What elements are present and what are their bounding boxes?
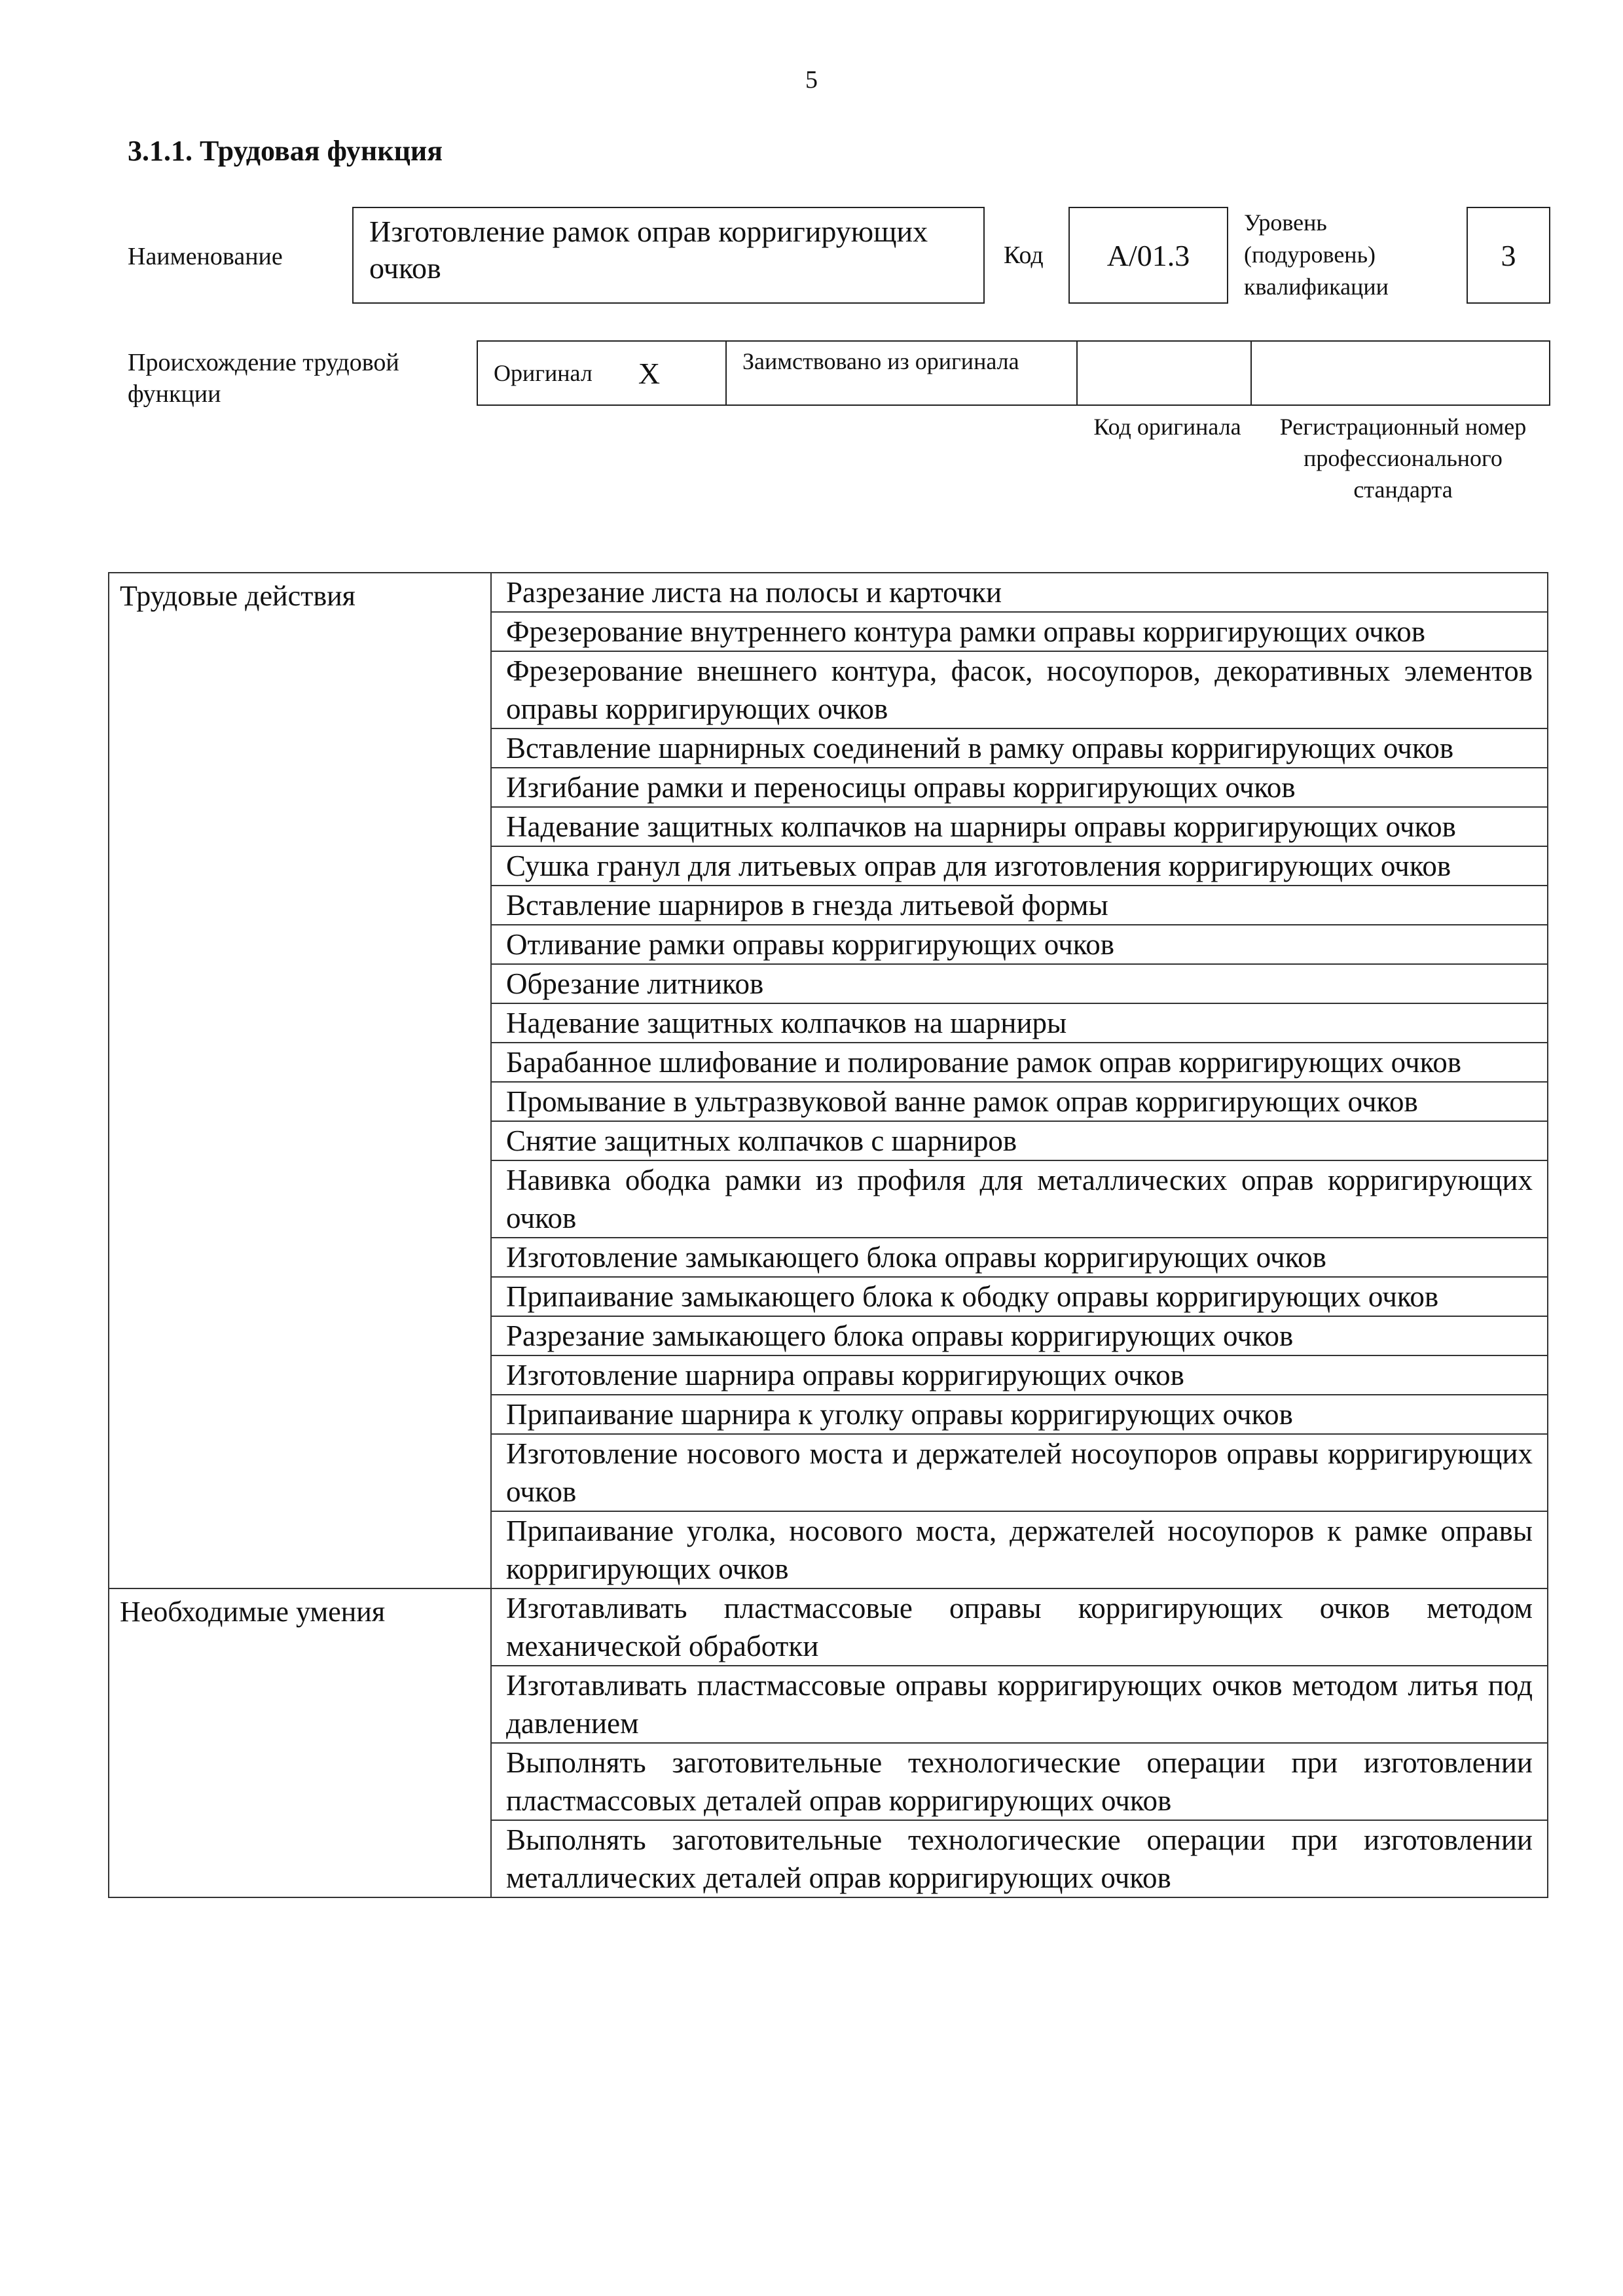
labor-function-table bbox=[108, 572, 1548, 1898]
code-field: A/01.3 bbox=[1068, 207, 1228, 304]
labor-actions-item: Припаивание уголка, носового моста, держателей носоупоров к рамке оправы корригирующих очков bbox=[491, 1511, 1548, 1588]
original-mark: X bbox=[638, 356, 661, 390]
original-label: Оригинал bbox=[494, 360, 593, 386]
code-label: Код bbox=[1004, 242, 1044, 269]
labor-actions-item: Фрезерование внешнего контура, фасок, носоупоров, декоративных элементов оправы корригирующих очков bbox=[491, 651, 1548, 728]
origin-original-cell bbox=[478, 342, 727, 404]
required-skills-item: Выполнять заготовительные технологические операции при изготовлении металлических деталей оправ корригирующих очков bbox=[491, 1820, 1548, 1897]
labor-actions-item: Изготовление шарнира оправы корригирующих очков bbox=[491, 1355, 1548, 1395]
name-label: Наименование bbox=[128, 243, 283, 270]
page-number: 5 bbox=[805, 66, 818, 94]
labor-actions-label: Трудовые действия bbox=[109, 573, 491, 1588]
level-field: 3 bbox=[1467, 207, 1550, 304]
borrowed-cell: Заимствовано из оригинала bbox=[727, 342, 1078, 404]
labor-actions-item: Фрезерование внутреннего контура рамки оправы корригирующих очков bbox=[491, 612, 1548, 651]
registration-number-cell bbox=[1252, 342, 1549, 404]
labor-actions-item: Вставление шарнирных соединений в рамку оправы корригирующих очков bbox=[491, 728, 1548, 768]
labor-actions-item: Снятие защитных колпачков с шарниров bbox=[491, 1121, 1548, 1160]
origin-row bbox=[477, 340, 1550, 406]
origin-label: Происхождение трудовой функции bbox=[128, 349, 399, 408]
labor-actions-item: Промывание в ультразвуковой ванне рамок оправ корригирующих очков bbox=[491, 1082, 1548, 1121]
labor-actions-item: Отливание рамки оправы корригирующих очков bbox=[491, 925, 1548, 964]
section-title: 3.1.1. Трудовая функция bbox=[128, 135, 443, 167]
required-skills-label: Необходимые умения bbox=[109, 1588, 491, 1897]
name-field: Изготовление рамок оправ корригирующих очков bbox=[352, 207, 985, 304]
required-skills-item: Изготавливать пластмассовые оправы корригирующих очков методом литья под давлением bbox=[491, 1666, 1548, 1743]
labor-actions-item: Барабанное шлифование и полирование рамок оправ корригирующих очков bbox=[491, 1043, 1548, 1082]
labor-actions-item: Изгибание рамки и переносицы оправы корригирующих очков bbox=[491, 768, 1548, 807]
labor-actions-item: Надевание защитных колпачков на шарниры оправы корригирующих очков bbox=[491, 807, 1548, 846]
required-skills-item: Выполнять заготовительные технологические операции при изготовлении пластмассовых деталей оправ корригирующих очков bbox=[491, 1743, 1548, 1820]
required-skills-item: Изготавливать пластмассовые оправы корригирующих очков методом механической обработки bbox=[491, 1588, 1548, 1666]
table-row bbox=[109, 573, 1548, 612]
labor-actions-item: Припаивание замыкающего блока к ободку оправы корригирующих очков bbox=[491, 1277, 1548, 1316]
labor-actions-item: Обрезание литников bbox=[491, 964, 1548, 1003]
original-code-cell bbox=[1078, 342, 1252, 404]
labor-actions-item: Разрезание замыкающего блока оправы корригирующих очков bbox=[491, 1316, 1548, 1355]
labor-actions-item: Надевание защитных колпачков на шарниры bbox=[491, 1003, 1548, 1043]
registration-number-caption: Регистрационный номер профессионального стандарта bbox=[1279, 414, 1527, 503]
labor-actions-item: Сушка гранул для литьевых оправ для изготовления корригирующих очков bbox=[491, 846, 1548, 886]
labor-actions-item: Навивка ободка рамки из профиля для металлических оправ корригирующих очков bbox=[491, 1160, 1548, 1238]
labor-actions-item: Вставление шарниров в гнезда литьевой формы bbox=[491, 886, 1548, 925]
labor-actions-item: Изготовление замыкающего блока оправы корригирующих очков bbox=[491, 1238, 1548, 1277]
labor-actions-item: Разрезание листа на полосы и карточки bbox=[491, 573, 1548, 612]
table-row bbox=[109, 1588, 1548, 1666]
level-label: Уровень (подуровень) квалификации bbox=[1244, 209, 1389, 300]
original-code-caption: Код оригинала bbox=[1093, 414, 1241, 440]
labor-actions-item: Изготовление носового моста и держателей носоупоров оправы корригирующих очков bbox=[491, 1434, 1548, 1511]
labor-actions-item: Припаивание шарнира к уголку оправы корригирующих очков bbox=[491, 1395, 1548, 1434]
